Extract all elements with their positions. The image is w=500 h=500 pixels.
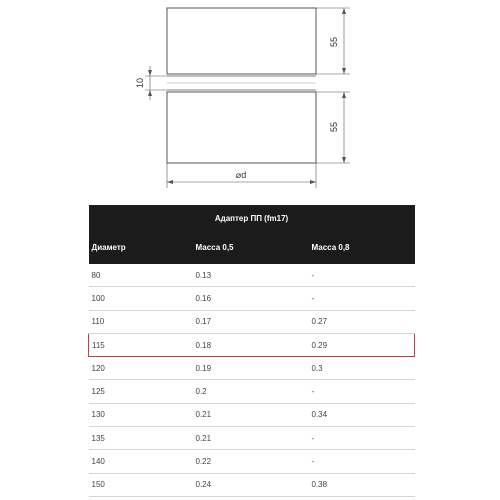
table-cell: 120 (89, 357, 193, 380)
table-cell: 0.19 (193, 357, 309, 380)
adapter-lower-part (167, 92, 316, 163)
column-header: Масса 0,8 (309, 231, 415, 264)
dimension-top-label: 55 (329, 36, 339, 48)
table-cell: 0.17 (193, 310, 309, 333)
table-cell: 0.21 (193, 403, 309, 426)
table-cell: - (309, 450, 415, 473)
table-row (89, 310, 415, 333)
table-row (89, 403, 415, 426)
table-cell: - (309, 264, 415, 287)
table-row (89, 357, 415, 380)
table-cell: 150 (89, 473, 193, 496)
table-header-row (89, 231, 415, 264)
table-title-row (89, 205, 415, 231)
table-row (89, 333, 415, 356)
table-cell: 135 (89, 427, 193, 450)
table-row (89, 427, 415, 450)
table-cell: 0.27 (309, 310, 415, 333)
table-cell: - (309, 427, 415, 450)
table-row (89, 380, 415, 403)
table-cell: 0.38 (309, 473, 415, 496)
table-cell: 0.29 (309, 333, 415, 356)
table-cell: 130 (89, 403, 193, 426)
dimension-bottom-label: 55 (329, 121, 339, 133)
table-cell: 80 (89, 264, 193, 287)
column-header: Масса 0,5 (193, 231, 309, 264)
table-cell: 100 (89, 287, 193, 310)
table-row (89, 264, 415, 287)
technical-drawing (0, 0, 500, 200)
table-cell: - (309, 380, 415, 403)
table-cell: 115 (89, 333, 193, 356)
table-cell: 0.13 (193, 264, 309, 287)
table-cell: 125 (89, 380, 193, 403)
table-body (89, 264, 415, 496)
dimension-diameter-label: ⌀d (235, 170, 247, 180)
table-cell: - (309, 287, 415, 310)
column-header: Диаметр (89, 231, 193, 264)
table-cell: 0.24 (193, 473, 309, 496)
table-cell: 0.34 (309, 403, 415, 426)
spec-table (88, 205, 415, 497)
table-cell: 0.3 (309, 357, 415, 380)
dimension-gap-label: 10 (135, 77, 145, 89)
table-cell: 140 (89, 450, 193, 473)
table-cell: 0.2 (193, 380, 309, 403)
table-cell: 110 (89, 310, 193, 333)
adapter-upper-part (167, 8, 316, 74)
table-row (89, 473, 415, 496)
table-cell: 0.21 (193, 427, 309, 450)
table-row (89, 287, 415, 310)
table-title: Адаптер ПП (fm17) (89, 205, 415, 231)
table-cell: 0.16 (193, 287, 309, 310)
table-row (89, 450, 415, 473)
table-cell: 0.22 (193, 450, 309, 473)
table-cell: 0.18 (193, 333, 309, 356)
